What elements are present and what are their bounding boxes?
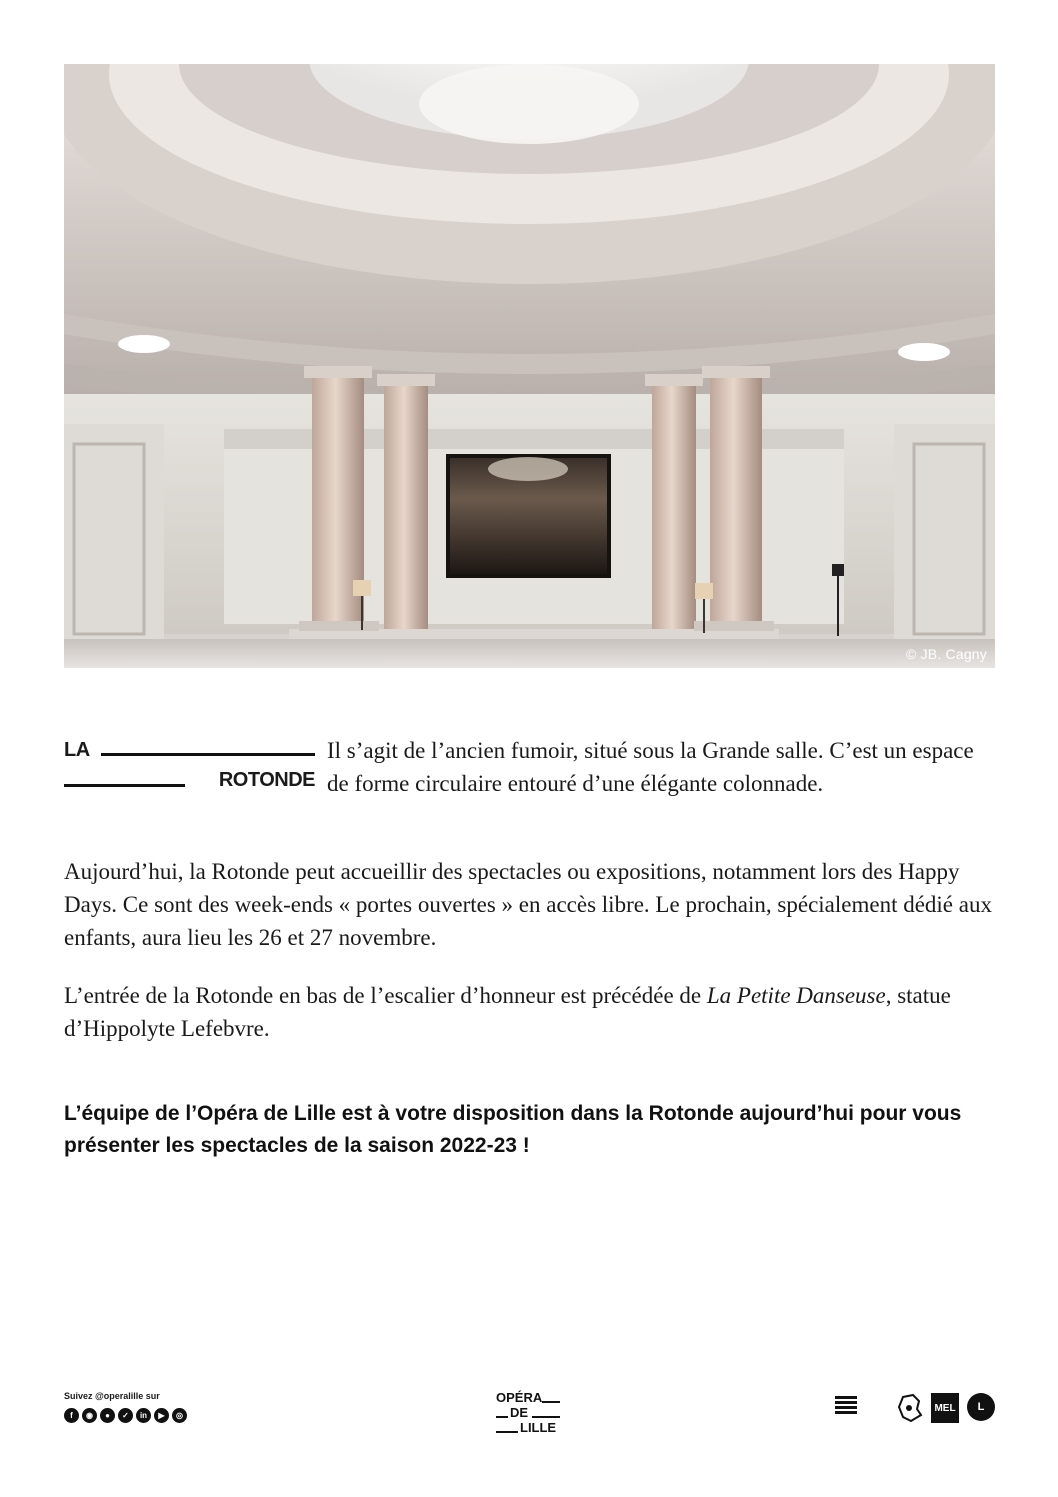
youtube-icon[interactable]: ▶: [154, 1408, 169, 1423]
logo-line: DE: [510, 1405, 529, 1420]
partner-logos: [835, 1391, 995, 1427]
callout-text: L’équipe de l’Opéra de Lille est à votre disposition dans la Rotonde aujourd’hui pour vous présenter les spectacles de la saison 2022-23 !: [64, 1102, 962, 1157]
photo-credit: © JB. Cagny: [906, 646, 987, 662]
statue-title: La Petite Danseuse: [706, 983, 886, 1008]
linkedin-icon[interactable]: in: [136, 1408, 151, 1423]
logo-rule: [542, 1401, 560, 1403]
body-paragraph: Aujourd’hui, la Rotonde peut accueillir des spectacles ou expositions, notamment lors des Happy Days. Ce sont des week-ends « portes ouvertes » en accès libre. Le prochain, spécialement dédié aux enfants, aura lieu les 26 et 27 novembre.: [64, 859, 992, 950]
section-heading: [64, 738, 315, 798]
heading-word-la: LA: [64, 739, 90, 761]
region-hauts-de-france-logo: [895, 1393, 923, 1425]
logo-rule: [496, 1431, 518, 1433]
paragraph-text: L’entrée de la Rotonde en bas de l’escalier d’honneur est précédée de: [64, 983, 707, 1008]
logo-line: OPÉRA: [496, 1390, 543, 1405]
rotonde-photo: [64, 64, 995, 668]
heading-rule: [101, 753, 315, 756]
body-paragraph: [64, 979, 1004, 1045]
lille-logo: L: [967, 1393, 995, 1421]
facebook-icon[interactable]: f: [64, 1408, 79, 1423]
ministere-culture-logo: [835, 1395, 883, 1425]
logo-rule: [496, 1416, 508, 1418]
social-icons: [64, 1408, 187, 1423]
social-block: [64, 1391, 187, 1423]
logo-line: LILLE: [520, 1420, 557, 1435]
heading-rule: [64, 784, 185, 787]
vimeo-icon[interactable]: ◎: [172, 1408, 187, 1423]
instagram-icon[interactable]: ◉: [82, 1408, 97, 1423]
opera-de-lille-logo: [496, 1390, 564, 1436]
paragraph-text: , statue d’Hippolyte Lefebvre.: [64, 983, 951, 1041]
mel-logo: MEL: [931, 1393, 959, 1423]
flickr-icon[interactable]: ●: [100, 1408, 115, 1423]
intro-paragraph: Il s’agit de l’ancien fumoir, situé sous la Grande salle. C’est un espace de forme circulaire entouré d’une élégante colonnade.: [327, 738, 974, 796]
social-label: Suivez @operalille sur: [64, 1391, 160, 1401]
twitter-icon[interactable]: ✓: [118, 1408, 133, 1423]
logo-rule: [532, 1416, 560, 1418]
heading-word-rotonde: ROTONDE: [218, 769, 315, 791]
